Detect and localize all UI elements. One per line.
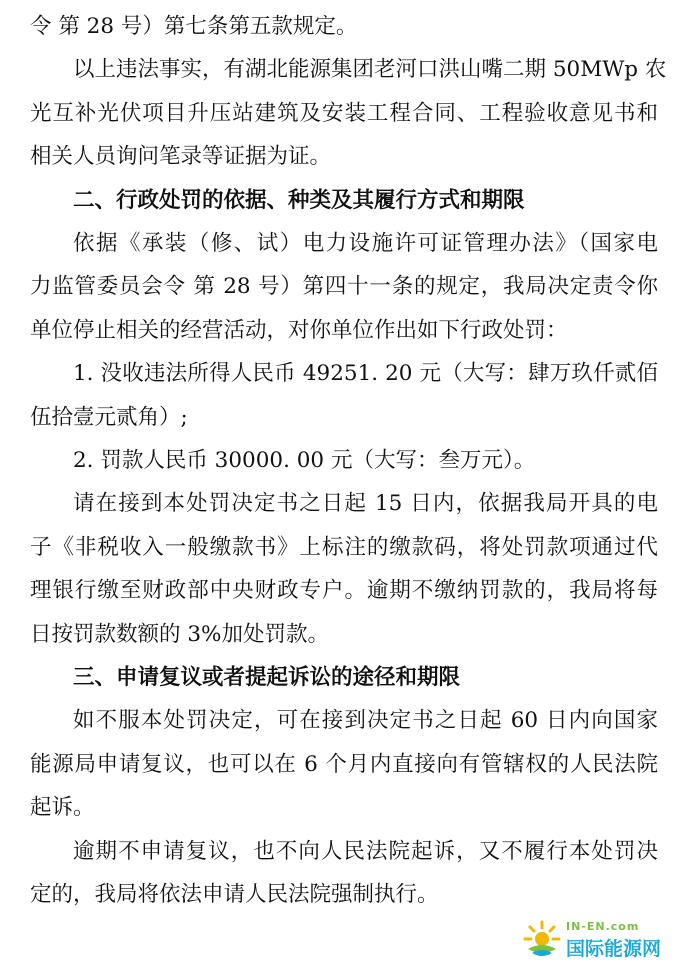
- text-line: 依据《承装（修、试）电力设施许可证管理办法》（国家电: [73, 231, 658, 256]
- text-line: 光互补光伏项目升压站建筑及安装工程合同、工程验收意见书和: [30, 100, 658, 126]
- text-line: 以上违法事实，有湖北能源集团老河口洪山嘴二期 50MWp 农: [73, 57, 667, 83]
- text-line: 理银行缴至财政部中央财政专户。逾期不缴纳罚款的，我局将每: [30, 578, 658, 604]
- section-heading: 三、申请复议或者提起诉讼的途径和期限: [73, 665, 461, 690]
- text-line: 2. 罚款人民币 30000. 00 元（大写：叁万元）。: [73, 448, 536, 473]
- text-line: 请在接到本处罚决定书之日起 15 日内，依据我局开具的电: [73, 491, 658, 517]
- text-line: 伍拾壹元贰角）;: [30, 404, 188, 430]
- text-line: 单位停止相关的经营活动，对你单位作出如下行政处罚：: [30, 317, 568, 343]
- text-line: 相关人员询问笔录等证据为证。: [30, 144, 332, 170]
- text-line: 子《非税收入一般缴款书》上标注的缴款码，将处罚款项通过代: [30, 534, 658, 560]
- text-line: 能源局申请复议，也可以在 6 个月内直接向有管辖权的人民法院: [30, 751, 658, 777]
- text-line: 日按罚款数额的 3%加处罚款。: [30, 621, 329, 647]
- watermark: [522, 917, 674, 961]
- watermark-top-text: IN-EN.com: [566, 920, 640, 933]
- text-line: 如不服本处罚决定，可在接到决定书之日起 60 日内向国家: [73, 708, 658, 734]
- sun-leaf-logo-icon: [522, 919, 562, 959]
- text-line: 1. 没收违法所得人民币 49251. 20 元（大写：肆万玖仟贰佰: [73, 361, 658, 387]
- section-heading: 二、行政处罚的依据、种类及其履行方式和期限: [73, 187, 525, 213]
- text-line: 力监管委员会令 第 28 号）第四十一条的规定，我局决定责令你: [30, 274, 658, 300]
- watermark-bottom-text: 国际能源网: [566, 938, 662, 960]
- text-line: 定的，我局将依法申请人民法院强制执行。: [30, 882, 439, 907]
- text-line: 令 第 28 号）第七条第五款规定。: [30, 14, 358, 39]
- text-line: 逾期不申请复议，也不向人民法院起诉，又不履行本处罚决: [73, 838, 658, 864]
- text-line: 起诉。: [30, 795, 95, 821]
